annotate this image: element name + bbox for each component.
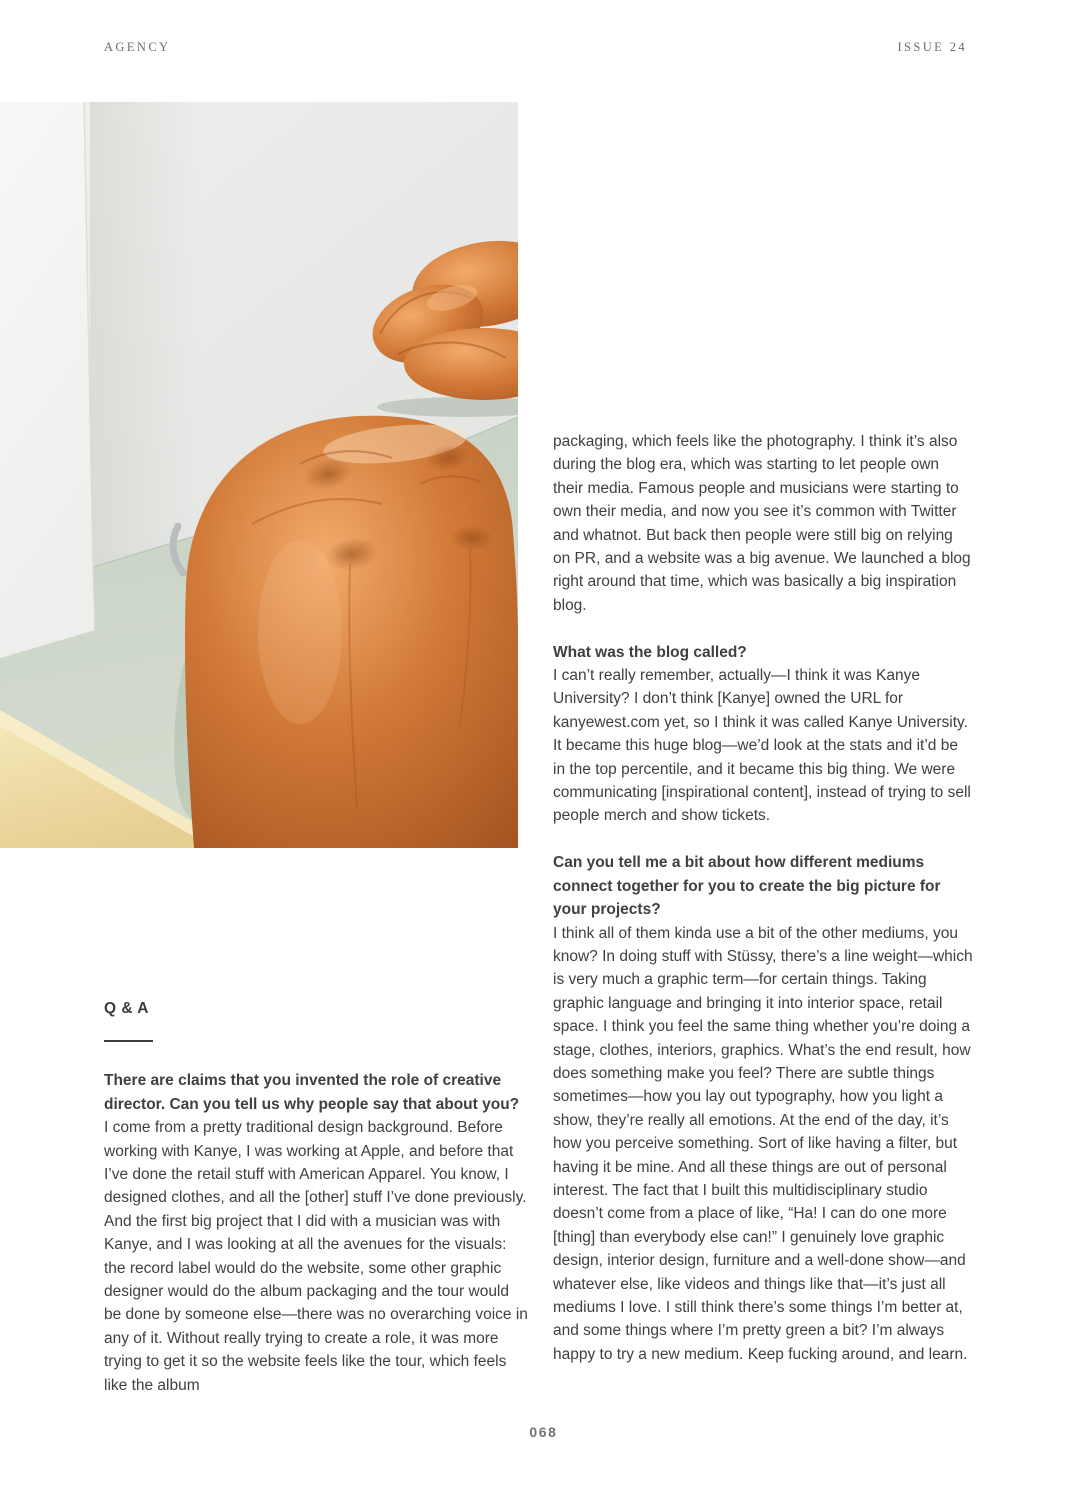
section-rule (104, 1040, 153, 1042)
wall-shadow (90, 102, 200, 572)
left-column (104, 997, 528, 1420)
furniture-photo (0, 102, 518, 848)
interview-question-2: What was the blog called? (553, 643, 747, 661)
page-number: 068 (529, 1424, 558, 1440)
white-panel (0, 102, 95, 658)
furniture-photo-illustration (0, 102, 518, 848)
publication-name: AGENCY (104, 40, 171, 54)
right-column (553, 430, 973, 1390)
issue-number: ISSUE 24 (897, 40, 967, 54)
interview-question-3: Can you tell me a bit about how different mediums connect together for you to create the big picture for your projects? (553, 854, 941, 919)
interview-answer-3: I think all of them kinda use a bit of the other mediums, you know? In doing stuff with Stüssy, there’s a line weight—which is very much a graphic term—for certain things. Taking graphic language and bringing it into interior space, retail space. I think you feel the same thing whether you’re doing a stage, clothes, interiors, graphics. What’s the end result, how does something make you feel? There are subtle things sometimes—how you lay out typography, how you light a show, they’re really all emotions. At the end of the day, it’s how you perceive something. Sort of like having a filter, but having it be mine. And all these things are out of personal interest. The fact that I built this multidisciplinary studio doesn’t come from a place of like, “Ha! I can do one more [thing] than everybody else can!” I genuinely love graphic design, interior design, furniture and a well-done show—and whatever else, like videos and things like that—it’s just all mediums I love. I still think there’s some things I’m better at, and some things where I’m pretty green a bit? I’m always happy to try a new medium. Keep fucking around, and learn. (553, 924, 973, 1363)
interview-answer-1: I come from a pretty traditional design background. Before working with Kanye, I was working at Apple, and before that I’ve done the retail stuff with American Apparel. You know, I designed clothes, and all the [other] stuff I’ve done previously. And the first big project that I did with a musician was with Kanye, and I was looking at all the avenues for the visuals: the record label would do the website, some other graphic designer would do the album packaging and the tour would be done by someone else—there was no overarching voice in any of it. Without really trying to create a role, it was more trying to get it so the website feels like the tour, which feels like the album (104, 1119, 528, 1394)
interview-answer-2: I can’t really remember, actually—I think it was Kanye University? I don’t think [Kanye] owned the URL for kanyewest.com yet, so I think it was called Kanye University. It became this huge blog—we’d look at the stats and it’d be in the top percentile, and it became this big thing. We were communicating [inspirational content], instead of trying to sell people merch and show tickets. (553, 667, 971, 825)
interview-answer-1-continuation: packaging, which feels like the photography. I think it’s also during the blog era, which was starting to let people own their media. Famous people and musicians were starting to own their media, and now you see it’s common with Twitter and whatnot. But back then people were still big on relying on PR, and a website was a big avenue. We launched a blog right around that time, which was basically a big inspiration blog. (553, 433, 971, 614)
interview-question-1: There are claims that you invented the role of creative director. Can you tell us why people say that about you? (104, 1072, 520, 1113)
section-label: Q & A (104, 1000, 149, 1017)
